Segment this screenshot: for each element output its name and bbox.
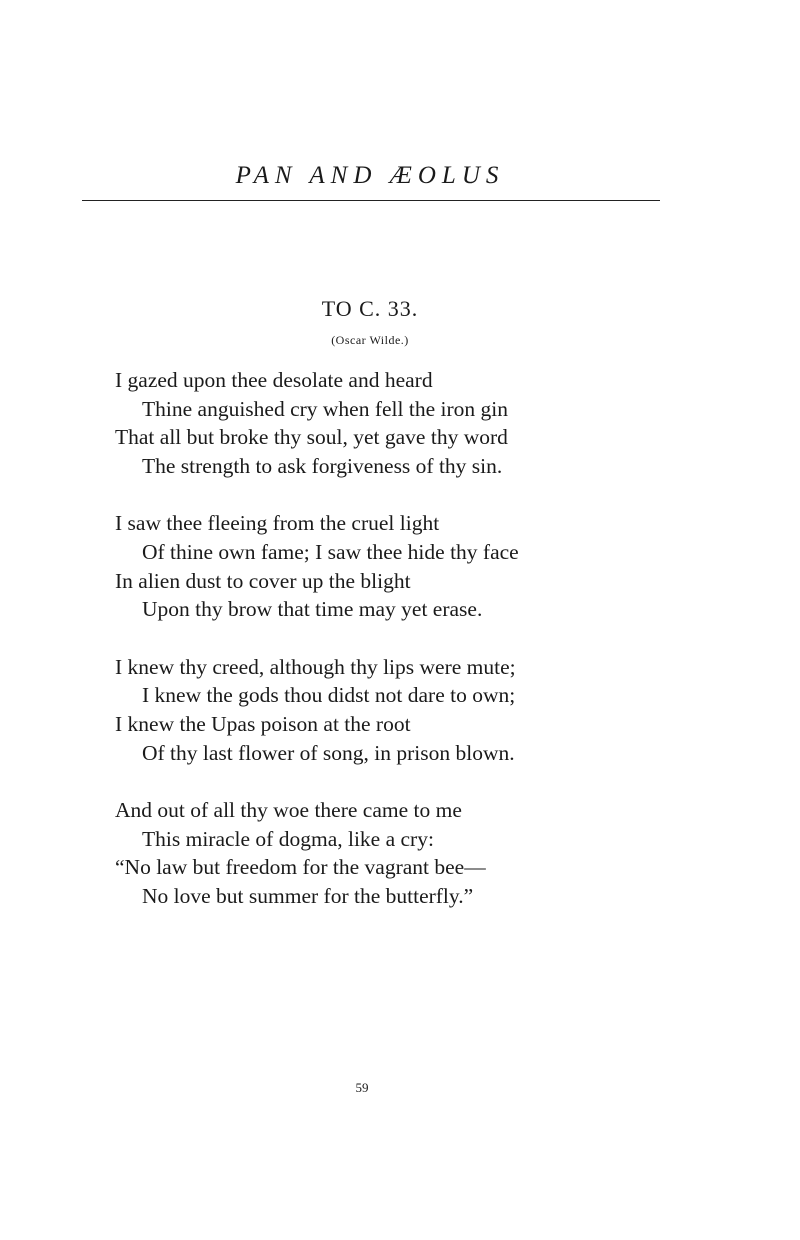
stanza	[115, 796, 675, 910]
poem-line: Upon thy brow that time may yet erase.	[142, 597, 483, 622]
poem-line: I saw thee fleeing from the cruel light	[115, 511, 440, 536]
poem-line: Of thy last flower of song, in prison blown.	[142, 740, 515, 765]
running-head: PAN AND ÆOLUS	[235, 162, 505, 189]
poem-line: “No law but freedom for the vagrant bee—	[115, 855, 486, 880]
poem-body	[115, 366, 675, 940]
poem-line: Of thine own fame; I saw thee hide thy face	[142, 539, 519, 564]
header-rule	[82, 200, 660, 201]
poem-line: In alien dust to cover up the blight	[115, 568, 411, 593]
page-number: 59	[355, 1080, 369, 1095]
stanza	[115, 509, 675, 623]
poem-line: I knew thy creed, although thy lips were mute;	[115, 654, 516, 679]
poem-line: I knew the Upas poison at the root	[115, 711, 411, 736]
poem-title: TO C. 33.	[321, 296, 419, 321]
poem-line: I gazed upon thee desolate and heard	[115, 368, 433, 392]
poem-line: That all but broke thy soul, yet gave thy word	[115, 425, 508, 450]
poem-line: This miracle of dogma, like a cry:	[142, 826, 434, 851]
poem-line: Thine anguished cry when fell the iron gin	[142, 396, 508, 421]
poem-line: No love but summer for the butterfly.”	[142, 883, 474, 908]
poem-attribution: (Oscar Wilde.)	[331, 333, 409, 347]
poem-line: I knew the gods thou didst not dare to own;	[142, 683, 516, 708]
stanza	[115, 366, 675, 480]
poem-line: The strength to ask forgiveness of thy sin.	[142, 453, 503, 478]
stanza	[115, 653, 675, 767]
poem-line: And out of all thy woe there came to me	[115, 798, 462, 823]
